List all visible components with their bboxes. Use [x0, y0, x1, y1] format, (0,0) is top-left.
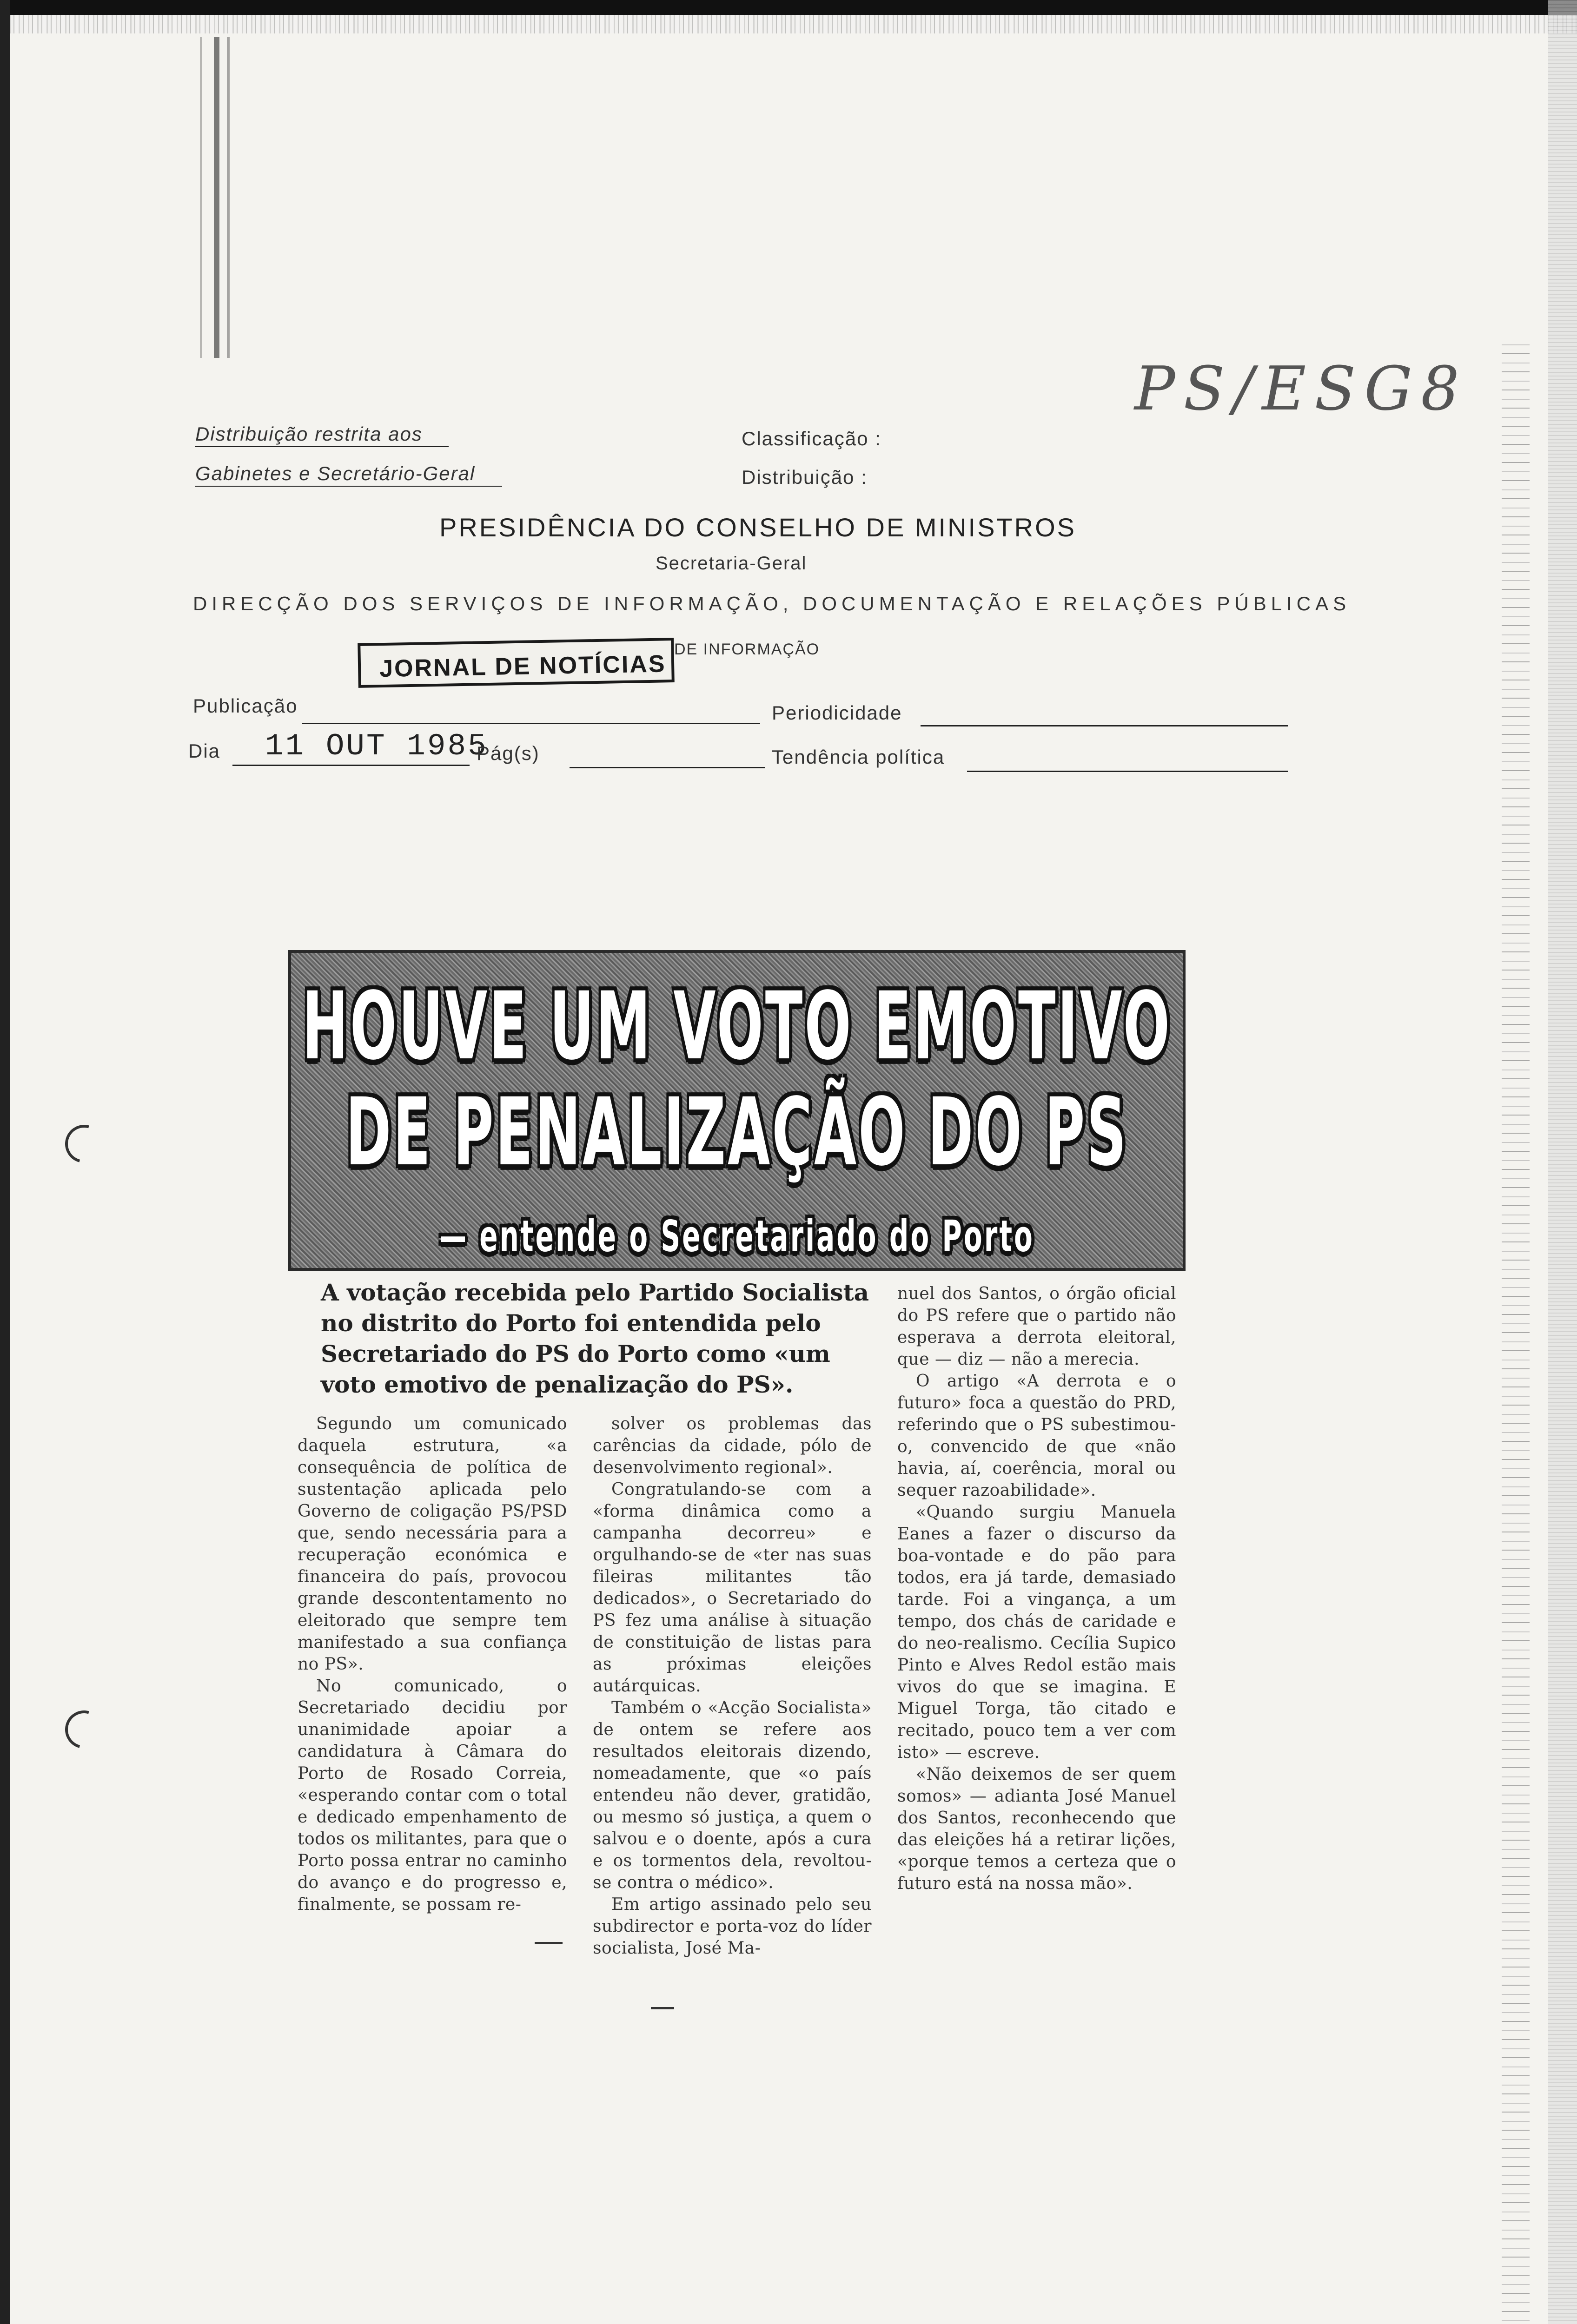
stamp-text: JORNAL DE NOTÍCIAS	[379, 650, 667, 683]
pags-label: Pág(s)	[477, 742, 540, 764]
secretaria-subtitle: Secretaria-Geral	[656, 553, 807, 574]
divider	[195, 446, 449, 447]
classificacao-label: Classificação :	[742, 428, 881, 449]
paragraph: Segundo um comunicado daquela estrutura, «a consequência de política de sustentação aplicada pelo Governo de coligação PS/PSD que, sendo necessária para a recuperação económica e financeira do país, provocou grande descontentamento no eleitorado que sempre tem manifestado a sua confiança no PS».	[298, 1414, 567, 1674]
distribuicao-label: Distribuição :	[742, 466, 868, 488]
headline-line-1: HOUVE UM VOTO EMOTIVO	[302, 971, 1172, 1081]
scan-edge-left	[0, 0, 10, 2324]
column-end-mark	[651, 2007, 674, 2009]
paragraph: solver os problemas das carências da cidade, pólo de desenvolvimento regional».	[593, 1414, 872, 1477]
date-value: 11 OUT 1985	[265, 729, 488, 764]
paragraph: «Quando surgiu Manuela Eanes a fazer o discurso da boa-vontade e do pão para todos, era já tarde, demasiado tarde. Foi a vingança, a um tempo, dos chás de caridade e do neo-realismo. Cecília Supico Pinto e Alves Redol estão mais vivos do que se imagina. E Miguel Torga, tão citado e recitado, pouco tem a ver com isto» — escreve.	[897, 1503, 1176, 1762]
column-end-mark	[535, 1942, 563, 1944]
tendencia-line	[967, 771, 1288, 772]
date-line	[232, 765, 470, 766]
paragraph: Também o «Acção Socialista» de ontem se refere aos resultados eleitorais dizendo, nomeadamente, que «o país entendeu não dever, gratidão, ou mesmo só justiça, a quem o salvou e o doente, após a cura e os tormentos dela, revoltou-se contra o médico».	[593, 1698, 872, 1892]
institution-title: PRESIDÊNCIA DO CONSELHO DE MINISTROS	[439, 513, 1076, 542]
article-column-2	[593, 1413, 872, 1959]
publicacao-line	[302, 723, 760, 724]
dia-label: Dia	[188, 740, 221, 762]
publicacao-label: Publicação	[193, 695, 298, 717]
scan-edge-right	[1548, 0, 1577, 2324]
direction-title: DIRECÇÃO DOS SERVIÇOS DE INFORMAÇÃO, DOCUMENTAÇÃO E RELAÇÕES PÚBLICAS	[193, 593, 1351, 614]
paragraph: No comunicado, o Secretariado decidiu por unanimidade apoiar a candidatura à Câmara do Porto de Rosado Correia, «esperando contar com o total e dedicado empenhamento de todos os militantes, para que o Porto possa entrar no caminho do avanço e do progresso e, finalmente, se possam re-	[298, 1677, 567, 1914]
article-column-1	[298, 1413, 567, 1915]
publication-stamp	[358, 638, 675, 688]
distribution-line-1: Distribuição restrita aos	[195, 423, 423, 445]
scan-artifact-line	[214, 37, 219, 358]
article-column-3	[897, 1283, 1176, 1895]
paragraph: O artigo «A derrota e o futuro» foca a questão do PRD, referindo que o PS subestimou-o, convencido de que «não havia, aí, coerência, moral ou sequer razoabilidade».	[897, 1372, 1176, 1500]
headline-block	[288, 950, 1186, 1271]
punch-hole-icon	[58, 1703, 110, 1756]
info-label: DE INFORMAÇÃO	[674, 640, 820, 658]
scan-noise-top	[0, 15, 1577, 33]
punch-hole-icon	[58, 1118, 110, 1170]
divider	[195, 486, 502, 487]
scan-edge-top	[0, 0, 1577, 15]
paragraph: Em artigo assinado pelo seu subdirector e porta-voz do líder socialista, José Ma-	[593, 1895, 872, 1958]
scan-artifact-line	[200, 37, 202, 358]
pags-line	[570, 767, 765, 768]
tendencia-label: Tendência política	[772, 746, 945, 768]
scan-artifact-line	[227, 37, 230, 358]
handwritten-reference: PS/ESG8	[1134, 353, 1468, 424]
article-lead: A votação recebida pelo Partido Socialista no distrito do Porto foi entendida pelo Secretariado do PS do Porto como «um voto emotivo de penalização do PS».	[321, 1279, 869, 1398]
distribution-line-2: Gabinetes e Secretário-Geral	[195, 462, 476, 484]
scan-edge-texture	[1502, 344, 1530, 2324]
paragraph: nuel dos Santos, o órgão oficial do PS refere que o partido não esperava a derrota eleitoral, que — diz — não a merecia.	[897, 1284, 1176, 1369]
paragraph: Congratulando-se com a «forma dinâmica como a campanha decorreu» e orgulhando-se de «ter nas suas fileiras militantes tão dedicados», o Secretariado do PS fez uma análise à situação de constituição de listas para as próximas eleições autárquicas.	[593, 1480, 872, 1696]
periodicidade-line	[921, 725, 1288, 726]
paragraph: «Não deixemos de ser quem somos» — adianta José Manuel dos Santos, reconhecendo que das eleições há a retirar lições, «porque temos a certeza que o futuro está na nossa mão».	[897, 1765, 1176, 1893]
periodicidade-label: Periodicidade	[772, 702, 902, 724]
subheadline: — entende o Secretariado do Porto	[439, 1211, 1034, 1261]
headline-line-2: DE PENALIZAÇÃO DO PS	[345, 1077, 1128, 1187]
